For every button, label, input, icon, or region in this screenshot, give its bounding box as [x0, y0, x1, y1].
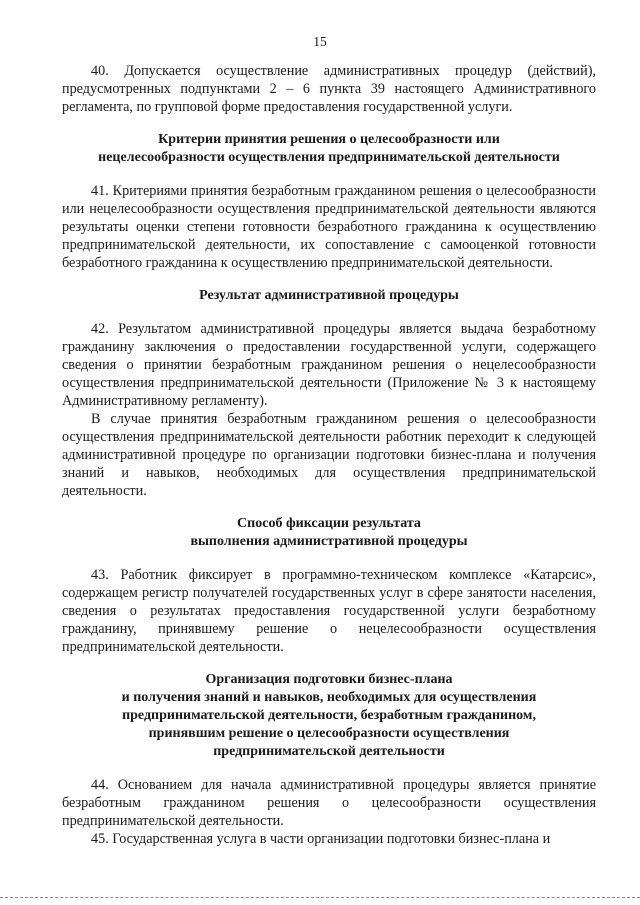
- document-body: [62, 62, 596, 848]
- heading-line: Способ фиксации результата: [237, 516, 421, 531]
- heading-line: предпринимательской деятельности, безработным гражданином,: [122, 708, 536, 723]
- section-heading-result: [62, 287, 596, 305]
- heading-line: нецелесообразности осуществления предпринимательской деятельности: [98, 150, 560, 165]
- paragraph-45: 45. Государственная услуга в части организации подготовки бизнес-плана и: [91, 831, 551, 847]
- heading-line: выполнения административной процедуры: [190, 534, 468, 549]
- section-heading-fixation: [62, 515, 596, 551]
- paragraph-40: 40. Допускается осуществление административных процедур (действий), предусмотренных подпунктами 2 – 6 пункта 39 настоящего Административного регламента, по групповой форме предоставления государственной услуги.: [62, 63, 596, 115]
- section-heading-organization: [62, 671, 596, 761]
- heading-line: Критерии принятия решения о целесообразности или: [158, 132, 500, 147]
- heading-line: Результат административной процедуры: [199, 288, 459, 303]
- paragraph-41: 41. Критериями принятия безработным гражданином решения о целесообразности или нецелесообразности осуществления предпринимательской деятельности являются результаты оценки степени готовности безработного гражданина к осуществлению предпринимательской деятельности, их сопоставление с самооценкой готовности безработного гражданина к осуществлению предпринимательской деятельности.: [62, 183, 596, 271]
- heading-line: предпринимательской деятельности: [213, 744, 445, 759]
- heading-line: принявшим решение о целесообразности осуществления: [148, 726, 510, 741]
- paragraph-44: 44. Основанием для начала административной процедуры является принятие безработным гражданином решения о целесообразности осуществления предпринимательской деятельности.: [62, 777, 596, 829]
- paragraph-42: 42. Результатом административной процедуры является выдача безработному гражданину заключения о предоставлении государственной услуги, содержащего сведения о принятии безработным гражданином решения о нецелесообразности осуществления предпринимательской деятельности (Приложение № 3 к настоящему Административному регламенту).: [62, 321, 596, 409]
- heading-line: Организация подготовки бизнес-плана: [205, 672, 453, 687]
- section-heading-criteria: [62, 131, 596, 167]
- scan-bottom-edge: [0, 897, 640, 898]
- heading-line: и получения знаний и навыков, необходимых для осуществления: [121, 690, 537, 705]
- paragraph-42-continuation: В случае принятия безработным гражданином решения о целесообразности осуществления предпринимательской деятельности работник переходит к следующей административной процедуре по организации подготовки бизнес-плана и получения знаний и навыков, необходимых для осуществления предпринимательской деятельности.: [62, 411, 596, 499]
- paragraph-43: 43. Работник фиксирует в программно-техническом комплексе «Катарсис», содержащем регистр получателей государственных услуг в сфере занятости населения, сведения о результатах предоставления государственной услуги безработному гражданину, принявшему решение о нецелесообразности осуществления предпринимательской деятельности.: [62, 567, 596, 655]
- page-number: 15: [313, 34, 327, 49]
